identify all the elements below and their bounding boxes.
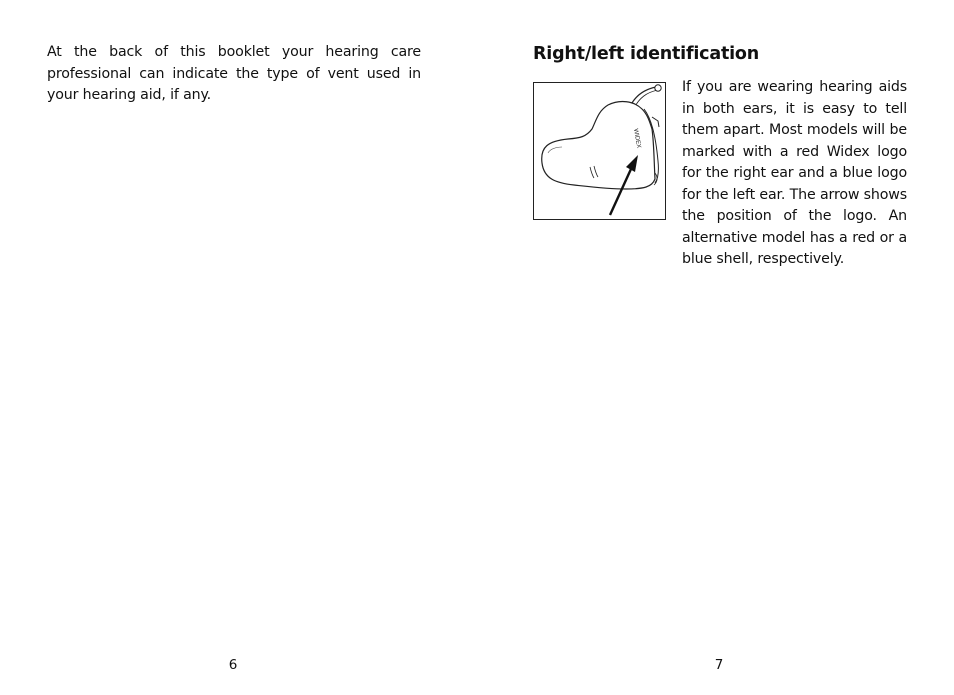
section-heading: Right/left identification bbox=[533, 44, 760, 64]
hearing-aid-figure bbox=[533, 82, 666, 220]
page-number: 6 bbox=[228, 657, 238, 673]
hearing-aid-illustration-icon bbox=[534, 83, 665, 219]
wire-tip-circle bbox=[655, 85, 661, 91]
widex-logo: WIDEX bbox=[632, 128, 642, 149]
vent-info-paragraph: At the back of this booklet your hearing care professional can indicate the type of vent used in your hearing aid, if any. bbox=[47, 44, 421, 103]
right-page bbox=[477, 0, 954, 695]
page-number: 7 bbox=[714, 657, 724, 673]
faceplate-notch bbox=[652, 117, 659, 127]
identification-paragraph: If you are wearing hearing aids in both ears, it is easy to tell them apart. Most models will be marked with a red Widex logo for the right ear and a blue logo for the left ear. The arrow shows the position of the logo. An alternative model has a red or a blue shell, respectively. bbox=[682, 79, 907, 267]
